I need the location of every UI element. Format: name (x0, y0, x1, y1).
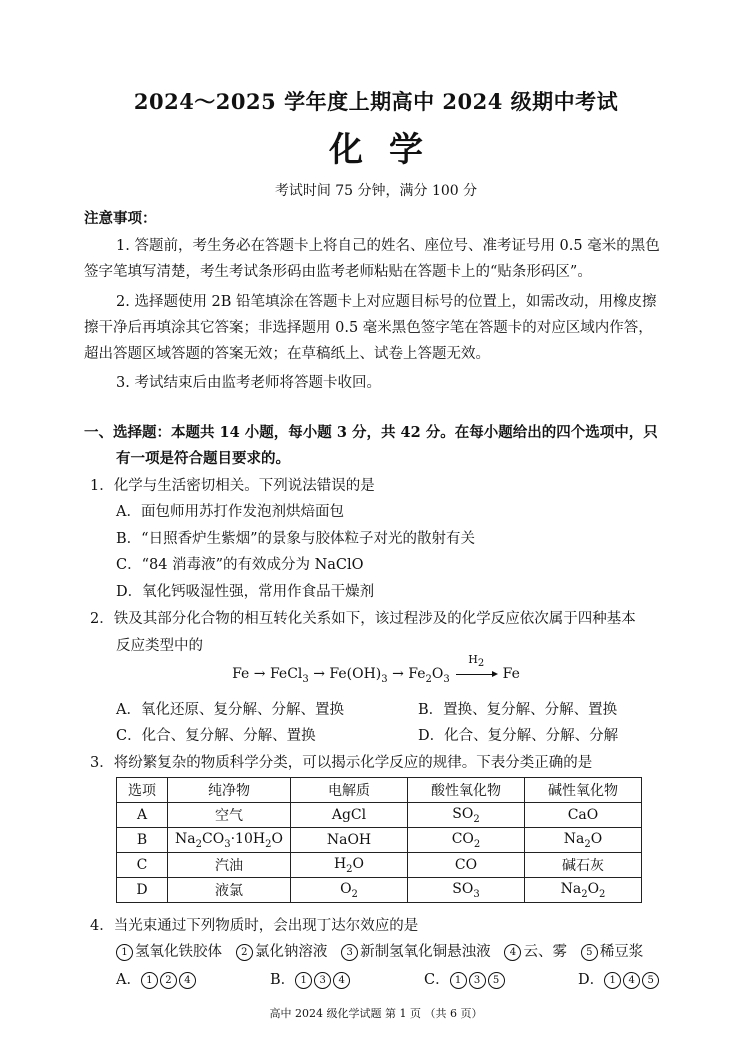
formula: Na (560, 880, 582, 897)
table-cell: B (117, 828, 168, 853)
eq-arrow: → (253, 666, 266, 682)
circled-number: 4 (179, 972, 196, 989)
table-cell: AgCl (291, 803, 408, 828)
circled-number: 2 (160, 972, 177, 989)
long-arrow-icon (456, 674, 496, 675)
table-cell (408, 878, 525, 903)
table-row (117, 803, 642, 828)
table-cell: CaO (525, 803, 642, 828)
circled-number: 1 (141, 972, 158, 989)
question-2-stem-cont: 反应类型中的 (116, 638, 203, 654)
table-cell: D (117, 878, 168, 903)
section-heading-cont: 有一项是符合题目要求的。 (116, 450, 290, 467)
q4-option-a (116, 968, 198, 989)
circled-number: 3 (341, 944, 358, 961)
table-cell: A (117, 803, 168, 828)
q1-option-a: A．面包师用苏打作发泡剂烘焙面包 (116, 504, 344, 520)
q4-item: 云、雾 (523, 944, 567, 960)
question-1-stem: 1．化学与生活密切相关。下列说法错误的是 (90, 478, 375, 494)
exam-title: 2024～2025 学年度上期高中 2024 级期中考试 (133, 89, 619, 114)
circled-number: 3 (314, 972, 331, 989)
circled-number: 5 (581, 944, 598, 961)
q4-item: 新制氢氧化铜悬浊液 (360, 944, 491, 960)
table-row (117, 828, 642, 853)
formula: O (587, 880, 600, 897)
table-cell (291, 853, 408, 878)
table-cell: 汽油 (168, 853, 291, 878)
subscript: 2 (473, 838, 481, 850)
formula: O (271, 830, 283, 847)
note-line: 2. 选择题使用 2B 铅笔填涂在答题卡上对应题目标号的位置上，如需改动，用橡皮擦 (116, 294, 657, 310)
q2-option-b: B．置换、复分解、分解、置换 (418, 702, 618, 718)
subscript: 2 (473, 813, 480, 825)
formula: ·10H (230, 830, 266, 847)
eq-subscript: 3 (381, 673, 388, 685)
circled-number: 1 (604, 972, 621, 989)
exam-info: 考试时间 75 分钟，满分 100 分 (274, 183, 478, 199)
eq-o: O (431, 666, 444, 682)
table-cell (291, 878, 408, 903)
circled-number: 1 (450, 972, 467, 989)
circled-number: 4 (333, 972, 350, 989)
circled-number: 3 (469, 972, 486, 989)
circled-number: 5 (488, 972, 505, 989)
table-header: 选项 (117, 778, 168, 803)
subject-title: 化学 (329, 130, 449, 170)
option-label: A． (116, 972, 141, 988)
eq-fe: Fe (232, 666, 250, 682)
subscript: 2 (351, 888, 358, 900)
circled-number: 1 (116, 944, 133, 961)
q2-option-d: D．化合、复分解、分解、分解 (418, 728, 619, 744)
option-label: C． (424, 972, 450, 988)
formula: SO (452, 880, 474, 897)
table-header: 酸性氧化物 (408, 778, 525, 803)
subscript: 2 (265, 838, 272, 850)
eq-fecl3: FeCl (269, 666, 303, 682)
q1-option-b: B．“日照香炉生紫烟”的景象与胶体粒子对光的散射有关 (116, 531, 475, 547)
option-label: B． (270, 972, 296, 988)
table-header: 纯净物 (168, 778, 291, 803)
question-2-stem: 2．铁及其部分化合物的相互转化关系如下，该过程涉及的化学反应依次属于四种基本 (90, 611, 636, 627)
formula: SO (452, 805, 474, 822)
q4-item: 氢氧化铁胶体 (135, 944, 222, 960)
circled-number: 5 (642, 972, 659, 989)
formula: O (340, 880, 352, 897)
circled-number: 2 (236, 944, 253, 961)
table-cell (525, 828, 642, 853)
eq-subscript: 3 (443, 673, 450, 685)
subscript: 2 (346, 863, 353, 875)
table-cell: 液氯 (168, 878, 291, 903)
formula: O (352, 855, 365, 872)
eq-feoh3: Fe(OH) (329, 666, 382, 682)
eq-subscript: 2 (477, 658, 485, 670)
subscript: 3 (224, 838, 231, 850)
table-header: 电解质 (291, 778, 408, 803)
subscript: 2 (195, 838, 203, 850)
table-cell (408, 803, 525, 828)
circled-number: 4 (623, 972, 640, 989)
q1-option-c: C．“84 消毒液”的有效成分为 NaClO (116, 557, 364, 573)
page-footer: 高中 2024 级化学试题 第 1 页 （共 6 页） (269, 1007, 483, 1020)
h2-h: H (468, 653, 478, 666)
section-heading: 一、选择题：本题共 14 小题，每小题 3 分，共 42 分。在每小题给出的四个选项中，只 (84, 424, 658, 441)
subscript: 2 (581, 888, 588, 900)
table-cell (408, 828, 525, 853)
circled-number: 1 (295, 972, 312, 989)
formula: CO (451, 830, 474, 847)
note-line: 擦干净后再填涂其它答案；非选择题用 0.5 毫米黑色签字笔在答题卡的对应区域内作答， (84, 320, 653, 336)
eq-fe-product: Fe (502, 666, 520, 682)
table-header-row (117, 778, 642, 803)
formula: CO (202, 830, 225, 847)
table-cell (525, 878, 642, 903)
note-line: 签字笔填写清楚，考生考试条形码由监考老师粘贴在答题卡上的“贴条形码区”。 (84, 264, 592, 280)
formula: Na (563, 830, 585, 847)
subscript: 2 (599, 888, 606, 900)
eq-arrow: → (313, 666, 325, 682)
reaction-chain (0, 653, 752, 685)
note-line: 3. 考试结束后由监考老师将答题卡收回。 (116, 375, 381, 391)
table-cell: NaOH (291, 828, 408, 853)
eq-subscript: 3 (302, 673, 309, 685)
table-cell (168, 828, 291, 853)
table-cell: C (117, 853, 168, 878)
question-3-stem: 3．将纷繁复杂的物质科学分类，可以揭示化学反应的规律。下表分类正确的是 (90, 755, 593, 771)
note-line: 超出答题区域答题的答案无效；在草稿纸上、试卷上答题无效。 (84, 346, 490, 362)
table-cell: 空气 (168, 803, 291, 828)
table-row (117, 878, 642, 903)
question-4-stem: 4．当光束通过下列物质时，会出现丁达尔效应的是 (90, 918, 419, 934)
table-cell: CO (408, 853, 525, 878)
eq-fe2o3: Fe (408, 666, 426, 682)
formula: O (590, 830, 603, 847)
formula: Na (175, 830, 196, 847)
note-line: 1. 答题前，考生务必在答题卡上将自己的姓名、座位号、准考证号用 0.5 毫米的黑色 (116, 238, 660, 254)
eq-subscript: 2 (425, 673, 432, 685)
subscript: 3 (473, 888, 480, 900)
table-header: 碱性氧化物 (525, 778, 642, 803)
q2-option-c: C．化合、复分解、分解、置换 (116, 728, 316, 744)
q4-option-d (578, 968, 661, 989)
q2-option-a: A．氧化还原、复分解、分解、置换 (116, 702, 344, 718)
classification-table (116, 777, 642, 903)
table-row (117, 853, 642, 878)
q1-option-d: D．氧化钙吸湿性强，常用作食品干燥剂 (116, 584, 375, 600)
h2-arrow (454, 653, 498, 682)
q4-item: 稀豆浆 (599, 944, 644, 960)
formula: H (333, 855, 347, 872)
circled-number: 4 (504, 944, 521, 961)
q4-item: 氯化钠溶液 (254, 944, 328, 960)
table-cell: 碱石灰 (525, 853, 642, 878)
q4-option-c (424, 968, 507, 989)
notes-heading: 注意事项： (84, 210, 157, 227)
h2-label (454, 653, 498, 669)
subscript: 2 (584, 838, 591, 850)
option-label: D． (578, 972, 605, 988)
q4-items (116, 940, 643, 961)
q4-option-b (270, 968, 352, 989)
eq-arrow: → (392, 666, 404, 682)
